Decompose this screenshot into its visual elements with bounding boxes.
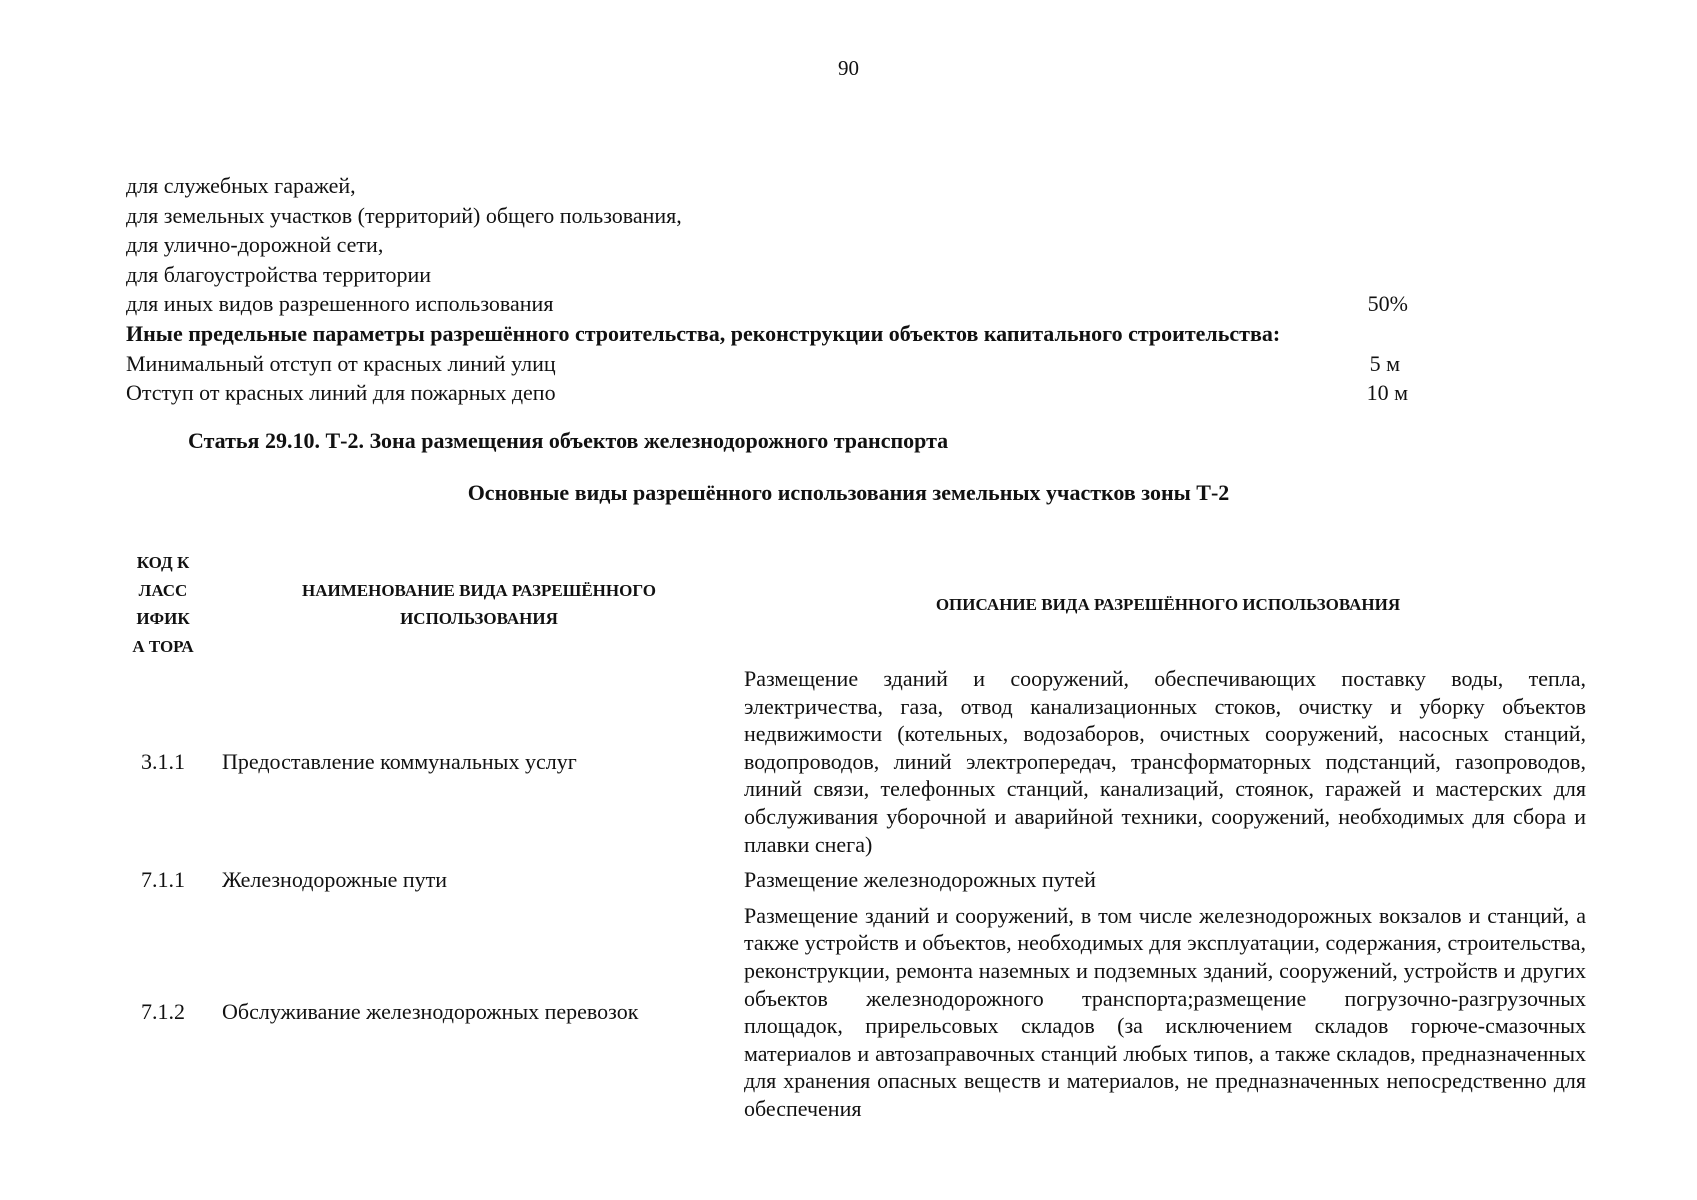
intro-line-text: для улично-дорожной сети, <box>126 232 384 258</box>
header-description: ОПИСАНИЕ ВИДА РАЗРЕШЁННОГО ИСПОЛЬЗОВАНИЯ <box>935 595 1401 614</box>
intro-line-text: для иных видов разрешенного использования <box>126 291 554 317</box>
table-row <box>112 862 1592 898</box>
intro-line-value: 50% <box>1367 291 1408 317</box>
table-header-row <box>112 549 1592 661</box>
land-use-table <box>112 549 1592 1127</box>
intro-line <box>126 289 1408 319</box>
intro-section <box>126 171 1408 408</box>
intro-line <box>126 260 1408 290</box>
intro-line-text: для благоустройства территории <box>126 261 432 287</box>
other-params-heading: Иные предельные параметры разрешённого строительства, реконструкции объектов капитального строительства: <box>126 320 1281 346</box>
page-number: 90 <box>838 56 859 80</box>
intro-line <box>126 230 1408 260</box>
article-title: Статья 29.10. Т-2. Зона размещения объектов железнодорожного транспорта <box>188 428 949 453</box>
section-title: Основные виды разрешённого использования земельных участков зоны Т-2 <box>467 480 1230 505</box>
param-line <box>126 378 1408 408</box>
intro-line-text: для служебных гаражей, <box>126 173 356 198</box>
row-name: Обслуживание железнодорожных перевозок <box>222 999 639 1025</box>
row-name: Предоставление коммунальных услуг <box>222 748 577 774</box>
param-line <box>126 349 1408 379</box>
param-line-value: 5 м <box>1369 350 1400 376</box>
table-row <box>112 898 1592 1127</box>
row-code: 7.1.2 <box>141 999 185 1025</box>
table-row <box>112 661 1592 862</box>
param-line-text: Отступ от красных линий для пожарных депо <box>126 380 556 406</box>
param-line-value: 10 м <box>1366 380 1408 406</box>
intro-line <box>126 201 1408 231</box>
intro-line <box>126 171 1408 201</box>
param-line-text: Минимальный отступ от красных линий улиц <box>126 350 556 376</box>
row-code: 3.1.1 <box>141 748 185 774</box>
header-code: КОД КЛАСС ИФИКА ТОРА <box>132 553 194 656</box>
row-description: Размещение зданий и сооружений, в том числе железнодорожных вокзалов и станций, а также устройств и объектов, необходимых для эксплуатации, содержания, строительства, реконструкции, ремонта наземных и подземных зданий, сооружений, устройств и других объектов железнодорожного транспорта;размещение погрузочно-разгрузочных площадок, прирельсовых складов (за исключением складов горюче-смазочных материалов и автозаправочных станций любых типов, а также складов, предназначенных для хранения опасных веществ и материалов, не предназначенных непосредственно для обеспечения <box>744 902 1586 1121</box>
row-description: Размещение зданий и сооружений, обеспечивающих поставку воды, тепла, электричества, газа, отвод канализационных стоков, очистку и уборку объектов недвижимости (котельных, водозаборов, очистных сооружений, насосных станций, водопроводов, линий электропередач, трансформаторных подстанций, газопроводов, линий связи, телефонных станций, канализаций, стоянок, гаражей и мастерских для обслуживания уборочной и аварийной техники, сооружений, необходимых для сбора и плавки снега) <box>744 666 1586 857</box>
row-name: Железнодорожные пути <box>222 867 448 893</box>
intro-line-text: для земельных участков (территорий) общего пользования, <box>126 202 682 228</box>
row-description: Размещение железнодорожных путей <box>744 867 1096 893</box>
header-name: НАИМЕНОВАНИЕ ВИДА РАЗРЕШЁННОГО ИСПОЛЬЗОВАНИЯ <box>302 581 656 628</box>
row-code: 7.1.1 <box>141 867 185 893</box>
